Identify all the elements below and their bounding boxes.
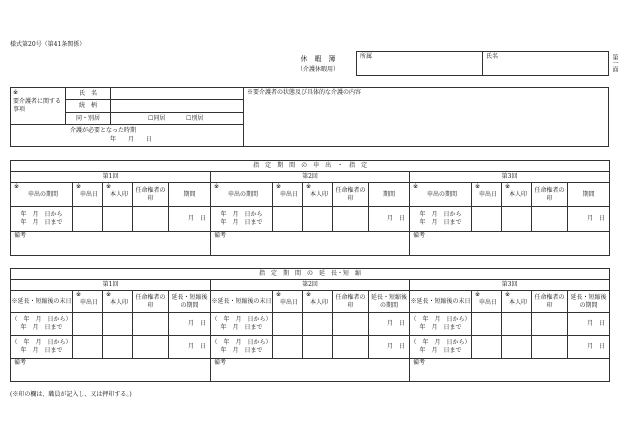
s2-col-end-date: ※延長・短縮後の末日 bbox=[410, 291, 472, 313]
s1-auth-seal-cell[interactable] bbox=[333, 207, 369, 232]
s2-end-cell[interactable]: （ 年 月 日から） 年 月 日まで bbox=[11, 336, 73, 359]
s1-col-auth-seal: 任命権者の印 bbox=[532, 183, 568, 207]
section2-title: 指 定 期 間 の 延 長・短 縮 bbox=[11, 269, 610, 280]
name-label: 氏名 bbox=[486, 53, 499, 60]
care-hline-1 bbox=[65, 99, 243, 100]
s2-col-after: 延長・短縮後の期間 bbox=[568, 291, 610, 313]
s2-round-2: 第2回 bbox=[211, 280, 410, 291]
s2-remarks[interactable]: 備考 bbox=[410, 359, 610, 382]
separate-residence-checkbox[interactable]: ☐別居 bbox=[186, 115, 204, 122]
s2-end-cell[interactable]: （ 年 月 日から） 年 月 日まで bbox=[410, 336, 472, 359]
s1-col-days: 期間 bbox=[169, 183, 211, 207]
condition-field[interactable] bbox=[247, 99, 605, 143]
care-title-mark: ※ bbox=[13, 89, 19, 96]
s2-end-cell[interactable]: （ 年 月 日から） 年 月 日まで bbox=[410, 313, 472, 336]
s2-col-end-date: ※延長・短縮後の末日 bbox=[11, 291, 73, 313]
s2-apply-cell[interactable] bbox=[73, 313, 103, 336]
s1-period-cell[interactable]: 年 月 日から 年 月 日まで bbox=[211, 207, 273, 232]
care-hline-3 bbox=[10, 124, 243, 125]
care-hline-2 bbox=[65, 112, 243, 113]
s2-remarks[interactable]: 備考 bbox=[211, 359, 410, 382]
s2-after-cell[interactable]: 月 日 bbox=[169, 336, 211, 359]
s1-col-apply: ※ 申出日 bbox=[73, 183, 103, 207]
s2-apply-cell[interactable] bbox=[273, 336, 303, 359]
s1-auth-seal-cell[interactable] bbox=[532, 207, 568, 232]
s2-col-auth-seal: 任命権者の印 bbox=[133, 291, 169, 313]
s2-col-after: 延長・短縮後の期間 bbox=[369, 291, 410, 313]
extension-table bbox=[10, 268, 610, 382]
s1-self-seal-cell[interactable] bbox=[502, 207, 532, 232]
s1-col-self-seal: ※ 本人印 bbox=[303, 183, 333, 207]
s2-apply-cell[interactable] bbox=[472, 313, 502, 336]
need-time-value[interactable]: 年 月 日 bbox=[110, 136, 153, 143]
s1-col-auth-seal: 任命権者の印 bbox=[133, 183, 169, 207]
s1-col-days: 期間 bbox=[568, 183, 610, 207]
s2-col-after: 延長・短縮後の期間 bbox=[169, 291, 211, 313]
recipient-name-field[interactable] bbox=[112, 89, 241, 98]
same-residence-checkbox[interactable]: ☐同居 bbox=[148, 115, 166, 122]
affiliation-label: 所属 bbox=[360, 53, 373, 60]
s2-end-cell[interactable]: （ 年 月 日から） 年 月 日まで bbox=[211, 313, 273, 336]
s1-auth-seal-cell[interactable] bbox=[133, 207, 169, 232]
s2-self-seal-cell[interactable] bbox=[502, 336, 532, 359]
s1-remarks[interactable]: 備考 bbox=[211, 232, 410, 256]
header-divider bbox=[482, 51, 483, 76]
affiliation-field[interactable] bbox=[400, 58, 478, 72]
s2-col-end-date: ※延長・短縮後の末日 bbox=[211, 291, 273, 313]
s2-after-cell[interactable]: 月 日 bbox=[369, 313, 410, 336]
s2-after-cell[interactable]: 月 日 bbox=[369, 336, 410, 359]
form-subtitle: （介護休暇用） bbox=[296, 66, 339, 73]
name-field[interactable] bbox=[510, 58, 605, 72]
s1-self-seal-cell[interactable] bbox=[303, 207, 333, 232]
s2-after-cell[interactable]: 月 日 bbox=[169, 313, 211, 336]
s2-self-seal-cell[interactable] bbox=[103, 313, 133, 336]
s1-apply-cell[interactable] bbox=[273, 207, 303, 232]
s2-col-apply: ※ 申出日 bbox=[472, 291, 502, 313]
designation-table bbox=[10, 160, 610, 256]
s1-period-cell[interactable]: 年 月 日から 年 月 日まで bbox=[410, 207, 472, 232]
page-side-label: 第一面 bbox=[611, 54, 618, 72]
s2-apply-cell[interactable] bbox=[472, 336, 502, 359]
s2-self-seal-cell[interactable] bbox=[303, 336, 333, 359]
s2-col-self-seal: ※ 本人印 bbox=[103, 291, 133, 313]
s1-apply-cell[interactable] bbox=[73, 207, 103, 232]
form-number: 様式第20号（第41条関係） bbox=[10, 41, 86, 48]
s1-apply-cell[interactable] bbox=[472, 207, 502, 232]
s1-days-cell[interactable]: 月 日 bbox=[169, 207, 211, 232]
section1-title: 指 定 期 間 の 申 出 ・ 指 定 bbox=[11, 161, 610, 172]
s2-auth-seal-cell[interactable] bbox=[532, 336, 568, 359]
s2-auth-seal-cell[interactable] bbox=[532, 313, 568, 336]
s2-round-3: 第3回 bbox=[410, 280, 610, 291]
care-title: 要介護者に関する事項 bbox=[13, 98, 62, 113]
s1-col-period: ※ 申出の期間 bbox=[410, 183, 472, 207]
s1-round-2: 第2回 bbox=[211, 172, 410, 183]
need-time-label: 介護が必要となった時期 bbox=[70, 127, 137, 134]
s1-period-cell[interactable]: 年 月 日から 年 月 日まで bbox=[11, 207, 73, 232]
s2-self-seal-cell[interactable] bbox=[103, 336, 133, 359]
s1-round-3: 第3回 bbox=[410, 172, 610, 183]
s1-col-self-seal: ※ 本人印 bbox=[502, 183, 532, 207]
s2-end-cell[interactable]: （ 年 月 日から） 年 月 日まで bbox=[11, 313, 73, 336]
form-title: 休 暇 簿 bbox=[300, 55, 336, 63]
s2-self-seal-cell[interactable] bbox=[303, 313, 333, 336]
s2-apply-cell[interactable] bbox=[273, 313, 303, 336]
care-divider-3 bbox=[110, 87, 111, 125]
s2-col-self-seal: ※ 本人印 bbox=[502, 291, 532, 313]
s1-col-auth-seal: 任命権者の印 bbox=[333, 183, 369, 207]
s2-auth-seal-cell[interactable] bbox=[133, 336, 169, 359]
s2-auth-seal-cell[interactable] bbox=[133, 313, 169, 336]
living-label: 同・別居 bbox=[75, 115, 100, 122]
care-divider-2 bbox=[243, 87, 244, 147]
s2-after-cell[interactable]: 月 日 bbox=[568, 313, 610, 336]
s2-after-cell[interactable]: 月 日 bbox=[568, 336, 610, 359]
relation-field[interactable] bbox=[112, 101, 241, 111]
s2-auth-seal-cell[interactable] bbox=[333, 336, 369, 359]
condition-label: ※要介護者の状態及び具体的な介護の内容 bbox=[247, 89, 362, 96]
s1-col-self-seal: ※ 本人印 bbox=[103, 183, 133, 207]
s2-apply-cell[interactable] bbox=[73, 336, 103, 359]
s1-days-cell[interactable]: 月 日 bbox=[369, 207, 410, 232]
s2-auth-seal-cell[interactable] bbox=[333, 313, 369, 336]
recipient-name-label: 氏 名 bbox=[78, 90, 97, 97]
s1-days-cell[interactable]: 月 日 bbox=[568, 207, 610, 232]
s2-col-auth-seal: 任命権者の印 bbox=[532, 291, 568, 313]
s2-self-seal-cell[interactable] bbox=[502, 313, 532, 336]
s1-col-days: 期間 bbox=[369, 183, 410, 207]
footnote: (※印の欄は、職員が記入し、又は押印する。) bbox=[10, 391, 132, 398]
s1-round-1: 第1回 bbox=[11, 172, 211, 183]
s1-remarks[interactable]: 備考 bbox=[410, 232, 610, 256]
s2-remarks[interactable]: 備考 bbox=[11, 359, 211, 382]
s2-col-auth-seal: 任命権者の印 bbox=[333, 291, 369, 313]
s2-col-apply: ※ 申出日 bbox=[273, 291, 303, 313]
s1-self-seal-cell[interactable] bbox=[103, 207, 133, 232]
s1-col-apply: ※ 申出日 bbox=[273, 183, 303, 207]
s1-col-period: ※ 申出の期間 bbox=[11, 183, 73, 207]
s1-col-period: ※ 申出の期間 bbox=[211, 183, 273, 207]
s1-remarks[interactable]: 備考 bbox=[11, 232, 211, 256]
s2-round-1: 第1回 bbox=[11, 280, 211, 291]
s2-end-cell[interactable]: （ 年 月 日から） 年 月 日まで bbox=[211, 336, 273, 359]
relation-label: 続 柄 bbox=[78, 102, 97, 109]
s2-col-self-seal: ※ 本人印 bbox=[303, 291, 333, 313]
s2-col-apply: ※ 申出日 bbox=[73, 291, 103, 313]
s1-col-apply: ※ 申出日 bbox=[472, 183, 502, 207]
